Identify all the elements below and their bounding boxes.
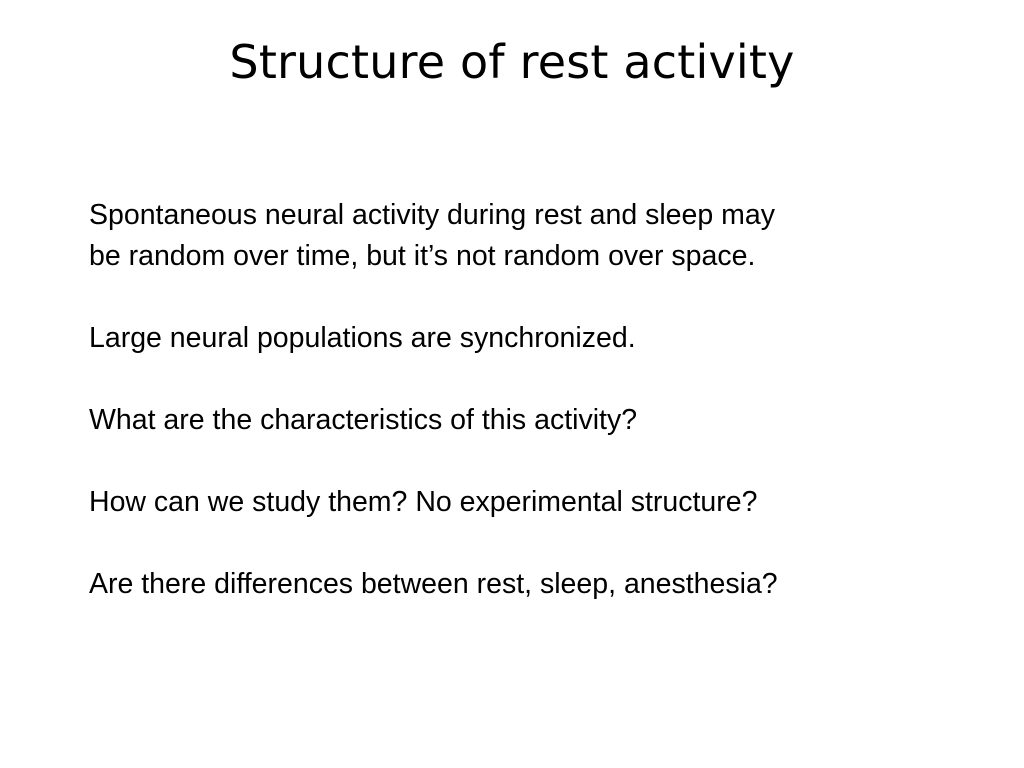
body-paragraph-synchronization — [89, 318, 969, 359]
body-line: What are the characteristics of this activity? — [89, 404, 638, 436]
body-paragraph-spontaneous-activity — [89, 195, 969, 277]
body-line: Are there differences between rest, sleep, anesthesia? — [89, 568, 778, 600]
body-paragraph-study-question — [89, 482, 969, 523]
body-line: Spontaneous neural activity during rest and sleep may — [89, 199, 775, 231]
body-paragraph-differences-question — [89, 564, 969, 605]
body-line: be random over time, but it’s not random over space. — [89, 240, 756, 272]
body-line: How can we study them? No experimental structure? — [89, 486, 758, 518]
body-line: Large neural populations are synchronized. — [89, 322, 636, 354]
slide-title: Structure of rest activity — [229, 35, 795, 89]
body-paragraph-characteristics-question — [89, 400, 969, 441]
slide-body — [89, 195, 969, 646]
